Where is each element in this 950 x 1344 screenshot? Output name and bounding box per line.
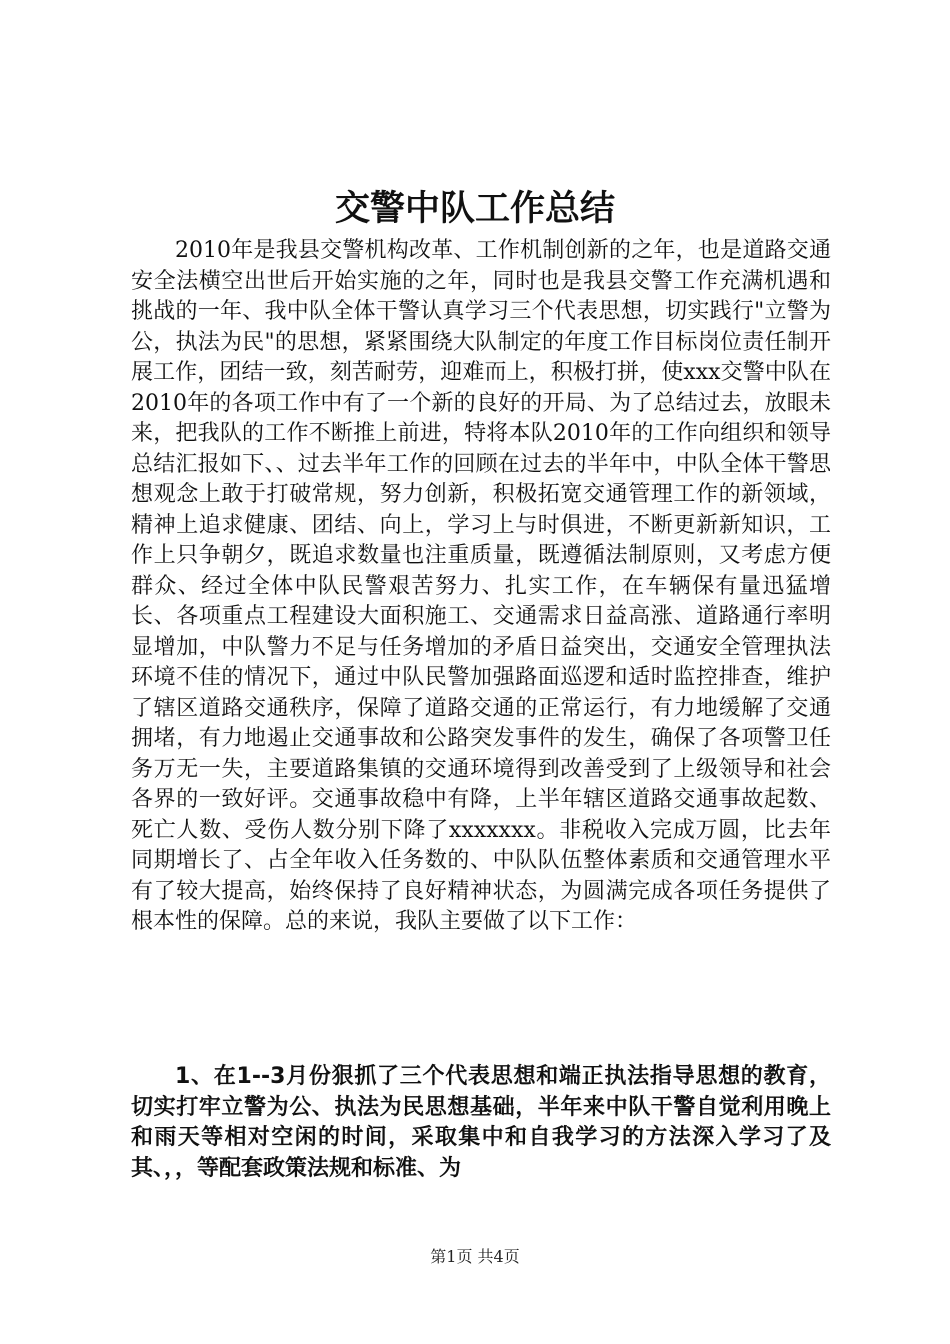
- page-footer: 第1页 共4页: [430, 1247, 520, 1266]
- body-paragraph-2: 1、在1--3月份狠抓了三个代表思想和端正执法指导思想的教育，切实打牢立警为公、执法为民思想基础，半年来中队干警自觉利用晚上和雨天等相对空闲的时间，采取集中和自我学习的方法深入学习了及其、，，等配套政策法规和标准、为: [131, 1064, 831, 1181]
- body-paragraph-1: 2010年是我县交警机构改革、工作机制创新的之年，也是道路交通安全法横空出世后开始实施的之年，同时也是我县交警工作充满机遇和挑战的一年、我中队全体干警认真学习三个代表思想，切实践行"立警为公，执法为民"的思想，紧紧围绕大队制定的年度工作目标岗位责任制开展工作，团结一致，刻苦耐劳，迎难而上，积极打拼，使xxx交警中队在2010年的各项工作中有了一个新的良好的开局、为了总结过去，放眼未来，把我队的工作不断推上前进，特将本队2010年的工作向组织和领导总结汇报如下、、过去半年工作的回顾在过去的半年中，中队全体干警思想观念上敢于打破常规，努力创新，积极拓宽交通管理工作的新领域，精神上追求健康、团结、向上，学习上与时俱进，不断更新新知识，工作上只争朝夕，既追求数量也注重质量，既遵循法制原则，又考虑方便群众、经过全体中队民警艰苦努力、扎实工作，在车辆保有量迅猛增长、各项重点工程建设大面积施工、交通需求日益高涨、道路通行率明显增加，中队警力不足与任务增加的矛盾日益突出，交通安全管理执法环境不佳的情况下，通过中队民警加强路面巡逻和适时监控排查，维护了辖区道路交通秩序，保障了道路交通的正常运行，有力地缓解了交通拥堵，有力地遏止交通事故和公路突发事件的发生，确保了各项警卫任务万无一失，主要道路集镇的交通环境得到改善受到了上级领导和社会各界的一致好评。交通事故稳中有降，上半年辖区道路交通事故起数、死亡人数、受伤人数分别下降了xxxxxxx。非税收入完成万圆，比去年同期增长了、占全年收入任务数的、中队队伍整体素质和交通管理水平有了较大提高，始终保持了良好精神状态，为圆满完成各项任务提供了根本性的保障。总的来说，我队主要做了以下工作：: [131, 238, 831, 934]
- document-title: 交警中队工作总结: [334, 188, 615, 229]
